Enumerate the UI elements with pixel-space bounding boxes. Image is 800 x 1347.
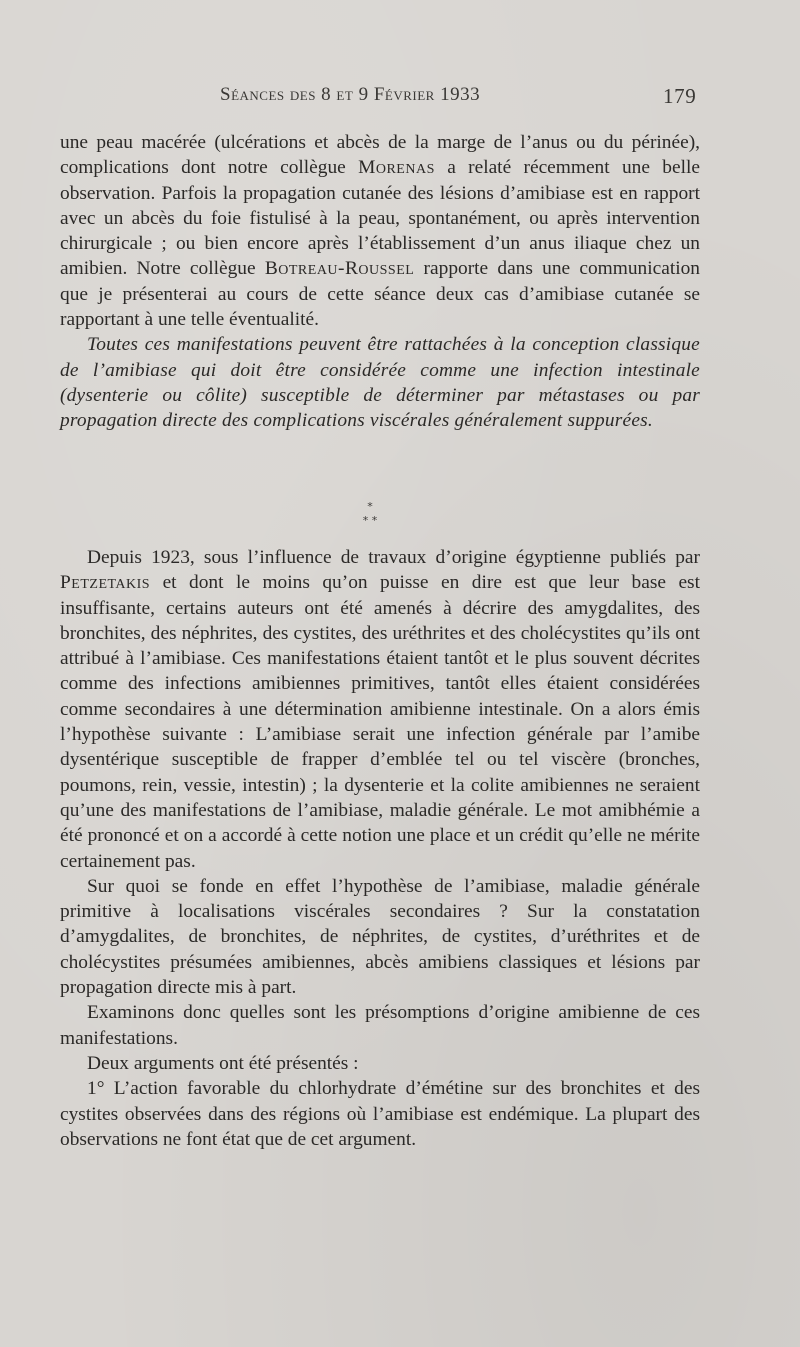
- paragraph-deux-arguments: Deux arguments ont été présentés :: [87, 1052, 359, 1074]
- asterism-bottom: * *: [362, 514, 378, 527]
- asterism-top: *: [367, 500, 373, 513]
- paragraph-examinons: Examinons donc quelles sont les présomptions d’origine amibienne de ces manifestations.: [60, 1002, 700, 1049]
- page-header: [0, 84, 800, 114]
- section-2: [60, 545, 700, 1152]
- section-separator: [340, 500, 400, 528]
- paragraph-argument-1: 1° L’action favorable du chlorhydrate d’émétine sur des bronchites et des cystites observées dans des régions où l’amibiase est endémique. La plupart des observations ne font état que de cet argument.: [60, 1078, 700, 1150]
- text-run: a relaté récemment une belle observation. Parfois la propagation cutanée des lésions d’amibiase est en rapport avec un abcès du foie fistulisé à la peau, spontanément, ou après intervention chirurgicale ; ou bien encore après l’établissement d’un anus iliaque chez un amibien. Notre collègue: [60, 157, 700, 280]
- author-name-botreau-roussel: Botreau-Roussel: [264, 258, 415, 280]
- paragraph-depuis-1923: [60, 545, 700, 874]
- author-name-morenas: Morenas: [358, 157, 435, 179]
- text-run: une peau macérée (ulcérations et abcès de la marge de l’anus ou du périnée), complications dont notre collègue: [60, 132, 700, 179]
- text-run: et dont le moins qu’on puisse en dire est que leur base est insuffisante, certains auteurs ont été amenés à décrire des amygdalites, des bronchites, des néphrites, des cystites, des uréthrites et des cholécystites qu’ils ont attribué à l’amibiase. Ces manifestations étaient tantôt et le plus souvent décrites comme des infections amibiennes primitives, tantôt elles étaient considérées comme secondaires à une détermination amibienne intestinale. On a alors émis l’hypothèse suivante : L’amibiase serait une infection générale par l’amibe dysentérique susceptible de frapper d’emblée tel ou tel viscère (bronches, poumons, rein, vessie, intestin) ; la dysenterie et la colite amibiennes ne seraient qu’une des manifestations de l’amibiase, maladie générale. Le mot amibhémie a été prononcé et on a accordé à cette notion une place et un crédit qu’elle ne mérite certainement pas.: [60, 572, 700, 872]
- section-1: [60, 130, 700, 434]
- paragraph-propagation: [60, 130, 700, 332]
- text-run: Depuis 1923, sous l’influence de travaux d’origine égyptienne publiés par: [87, 547, 700, 568]
- paragraph-conclusion-italic: Toutes ces manifestations peuvent être rattachées à la conception classique de l’amibiase qui doit être considérée comme une infection intestinale (dysenterie ou côlite) susceptible de déterminer par métastases ou par propagation directe des complications viscérales généralement suppurées.: [60, 334, 700, 432]
- text-run: rapporte dans une communication que je présenterai au cours de cette séance deux cas d’amibiase cutanée se rapportant à une telle éventualité.: [60, 258, 701, 331]
- author-name-petzetakis: Petzetakis: [60, 572, 151, 594]
- running-head: Séances des 8 et 9 Février 1933: [220, 84, 481, 105]
- paragraph-sur-quoi: Sur quoi se fonde en effet l’hypothèse de l’amibiase, maladie générale primitive à localisations viscérales secondaires ? Sur la constatation d’amygdalites, de bronchites, de néphrites, de cystites, d’uréthrites et de cholécystites présumées amibiennes, abcès amibiens classiques et lésions par propagation directe mis à part.: [60, 875, 700, 999]
- page-number: 179: [663, 84, 697, 108]
